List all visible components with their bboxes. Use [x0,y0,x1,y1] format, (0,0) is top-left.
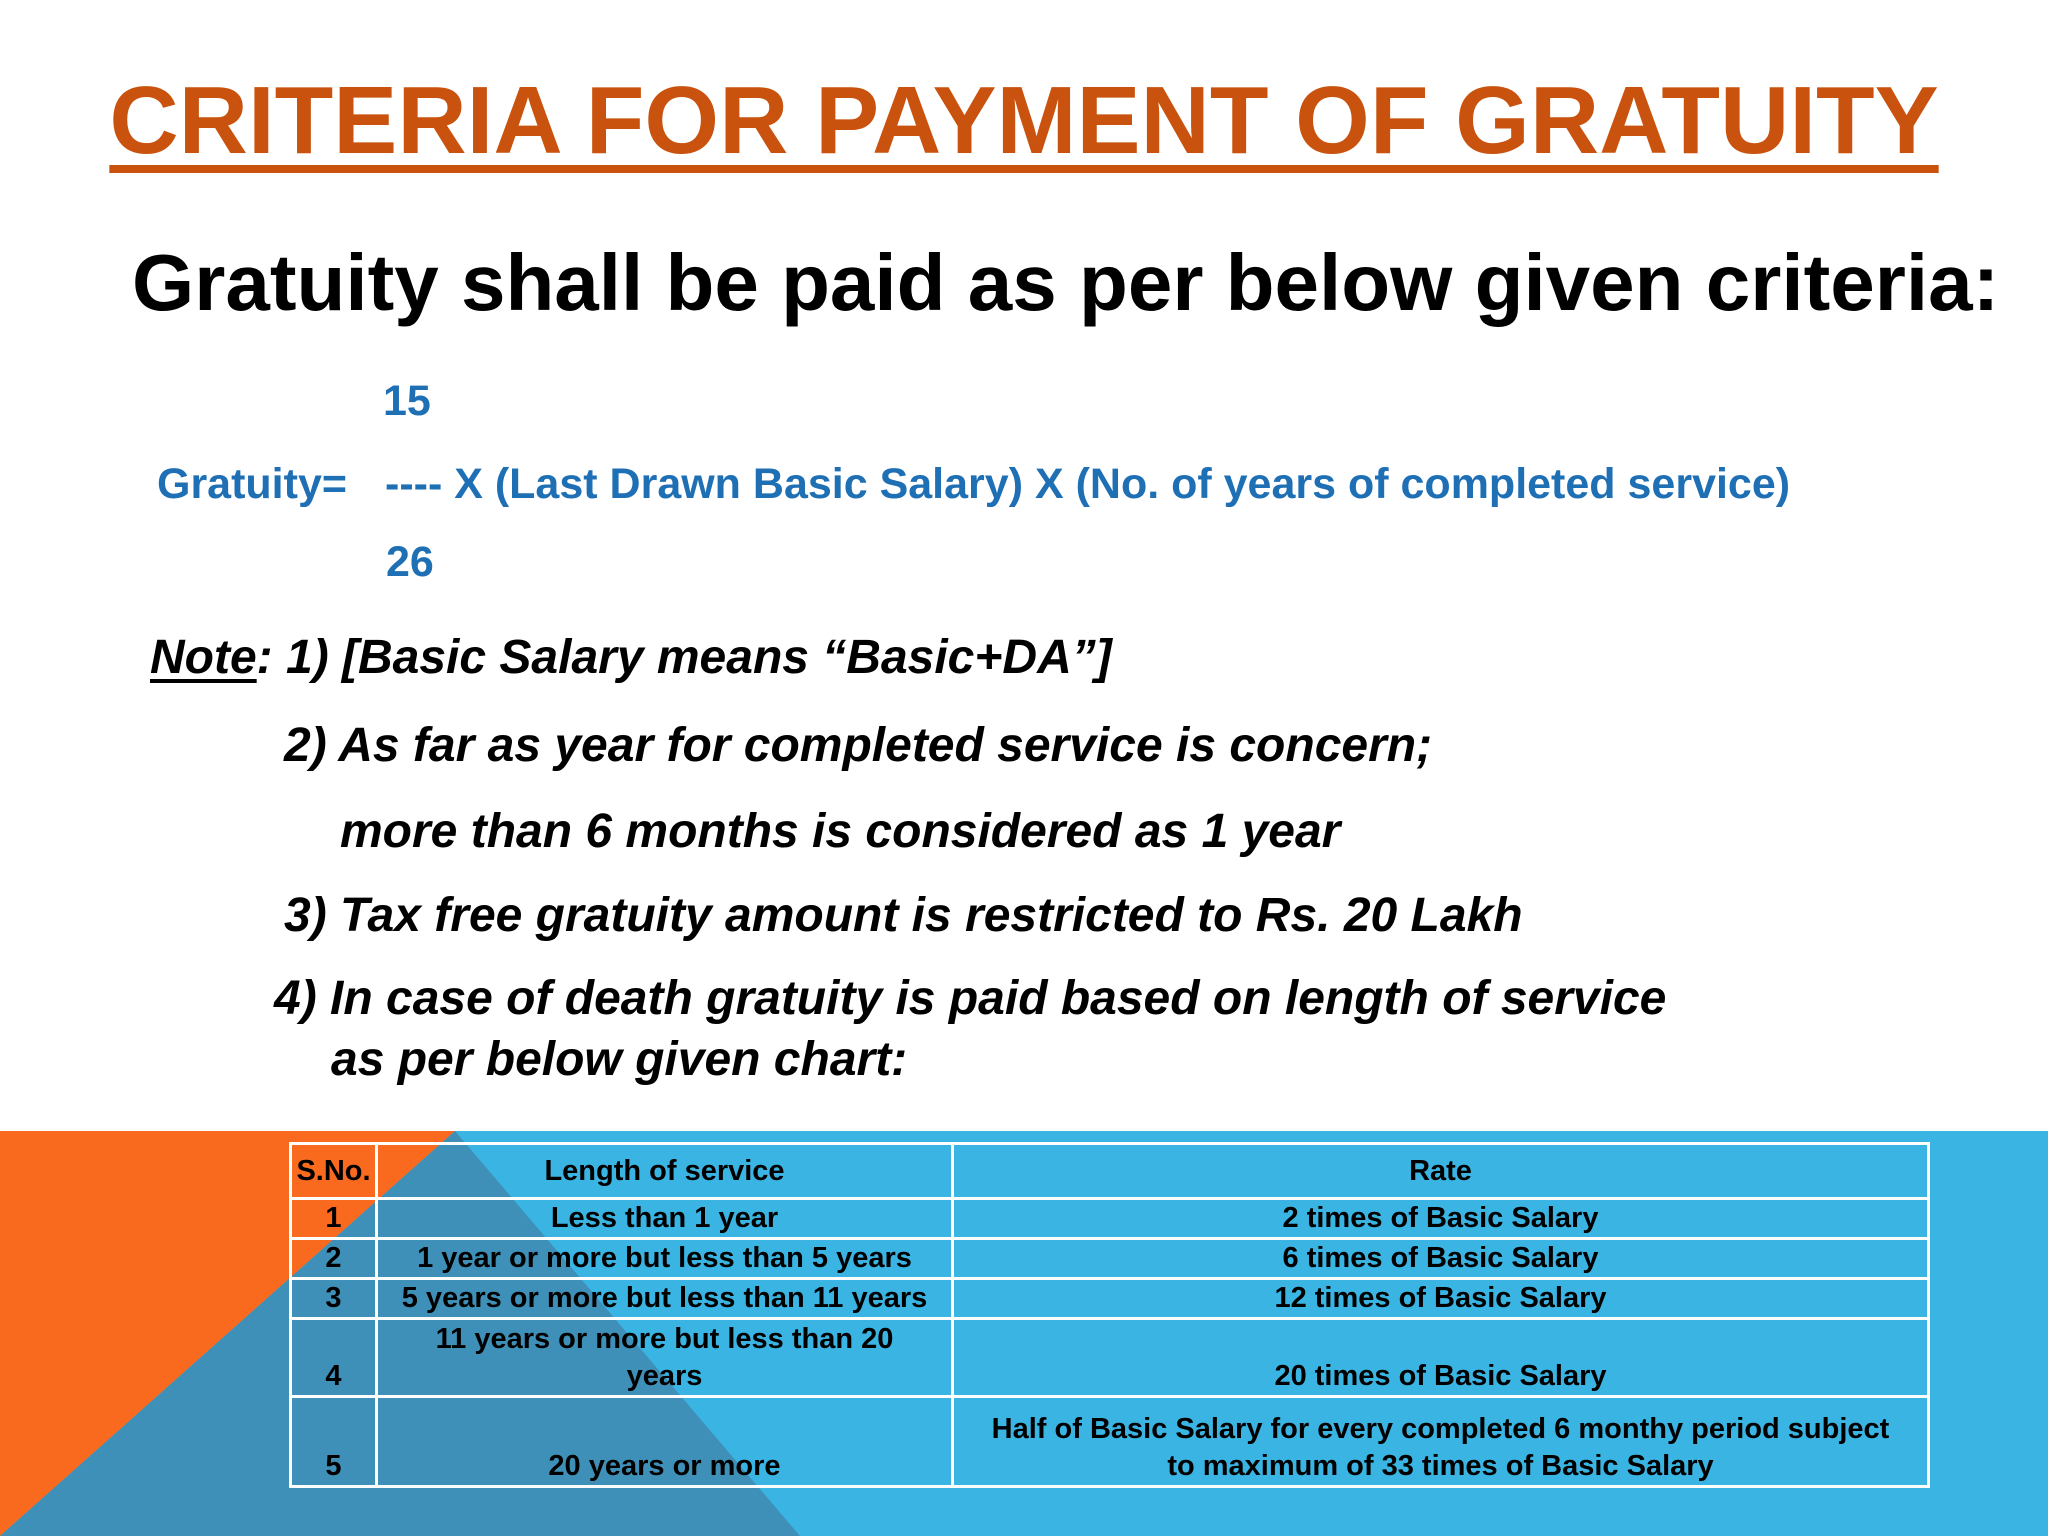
header-length-of-service: Length of service [377,1144,953,1199]
header-rate: Rate [953,1144,1929,1199]
table-row [291,1199,1929,1239]
note-1-text: : 1) [Basic Salary means “Basic+DA”] [256,631,1112,684]
table-row [291,1319,1929,1397]
cell-sno: 2 [291,1239,377,1279]
note-3: 3) Tax free gratuity amount is restricted to Rs. 20 Lakh [284,889,1523,942]
criteria-heading: Gratuity shall be paid as per below given criteria: [132,238,2000,327]
note-2-line-1: 2) As far as year for completed service is concern; [284,719,1433,772]
cell-rate: 2 times of Basic Salary [953,1199,1929,1239]
gratuity-rate-table [289,1142,1930,1488]
cell-length: 1 year or more but less than 5 years [377,1239,953,1279]
cell-sno: 3 [291,1279,377,1319]
note-2-line-2: more than 6 months is considered as 1 year [340,805,1341,858]
cell-rate: 12 times of Basic Salary [953,1279,1929,1319]
cell-rate-line-1: Half of Basic Salary for every completed 6 monthy period subject [991,1413,1890,1445]
note-1 [150,630,1112,686]
cell-length: 5 years or more but less than 11 years [377,1279,953,1319]
cell-length-line-2: years [626,1360,703,1392]
slide-title-text: CRITERIA FOR PAYMENT OF GRATUITY [109,67,1939,174]
cell-rate: 6 times of Basic Salary [953,1239,1929,1279]
formula-label: Gratuity= [157,460,347,508]
table-header-row [291,1144,1929,1199]
cell-rate-line-2: to maximum of 33 times of Basic Salary [1167,1450,1714,1482]
table-row [291,1279,1929,1319]
cell-length-line-1: 11 years or more but less than 20 [435,1323,894,1355]
formula-denominator: 26 [386,538,434,586]
cell-length: Less than 1 year [377,1199,953,1239]
table-row [291,1397,1929,1487]
cell-sno: 4 [291,1319,377,1397]
formula-expression: ---- X (Last Drawn Basic Salary) X (No. of years of completed service) [385,460,1791,508]
cell-length [377,1319,953,1397]
cell-rate: 20 times of Basic Salary [953,1319,1929,1397]
cell-rate [953,1397,1929,1487]
header-sno: S.No. [291,1144,377,1199]
note-4-line-1: 4) In case of death gratuity is paid based on length of service [274,972,1667,1025]
note-4-line-2: as per below given chart: [331,1033,908,1086]
cell-length: 20 years or more [377,1397,953,1487]
cell-sno: 1 [291,1199,377,1239]
table-row [291,1239,1929,1279]
cell-sno: 5 [291,1397,377,1487]
note-label: Note [150,631,257,684]
slide-title [0,66,2048,176]
formula-numerator: 15 [383,377,431,425]
